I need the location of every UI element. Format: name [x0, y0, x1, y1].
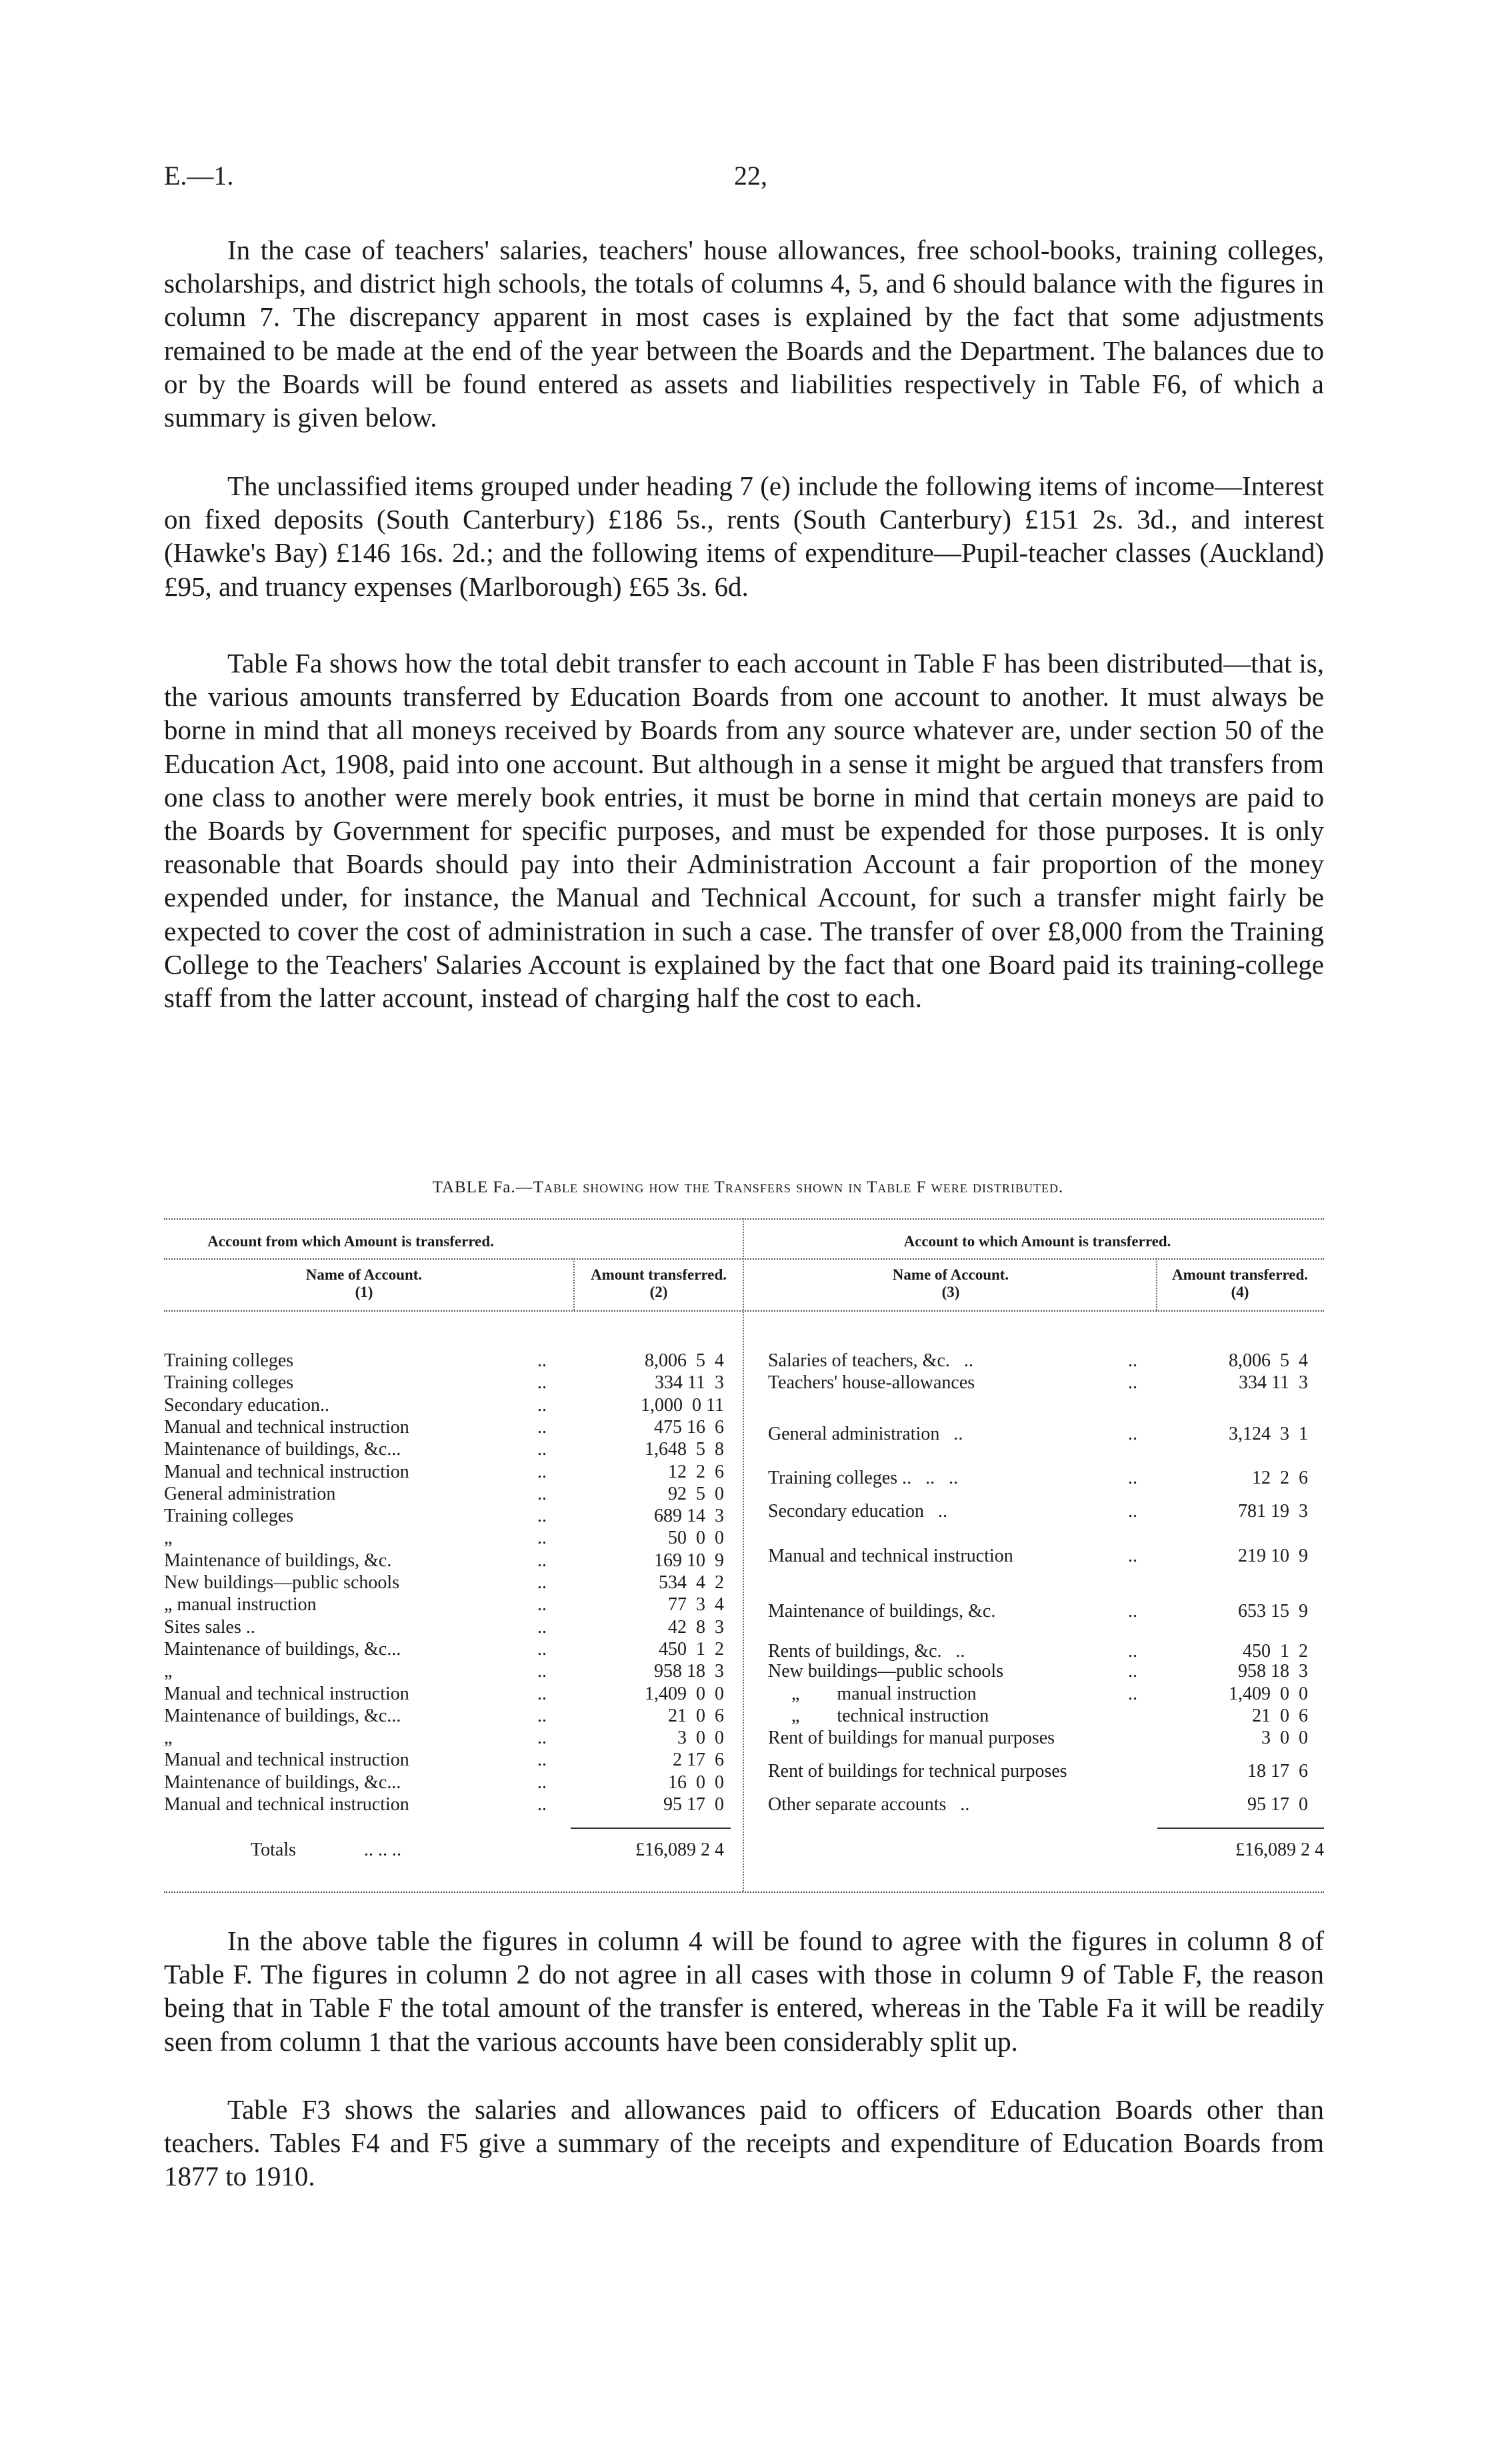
from-account-name: Maintenance of buildings, &c...	[164, 1705, 401, 1726]
to-account-name: Manual and technical instruction	[768, 1546, 1013, 1567]
from-amount: 1,000 0 11	[641, 1394, 724, 1416]
from-account-name: Manual and technical instruction	[164, 1461, 409, 1482]
total-from: £16,089 2 4	[635, 1840, 724, 1860]
from-amount: 8,006 5 4	[645, 1350, 724, 1371]
paragraph-unclassified-items	[164, 469, 1324, 603]
paragraph-table-fa-explanation	[164, 646, 1324, 1014]
to-amount: 781 19 3	[1238, 1501, 1308, 1522]
leader-dots: ..	[537, 1638, 547, 1660]
from-amount: 958 18 3	[654, 1661, 724, 1682]
to-amount: 21 0 6	[1252, 1705, 1308, 1726]
from-account-name: Training colleges	[164, 1350, 294, 1371]
from-amount: 534 4 2	[659, 1572, 724, 1593]
to-amount: 12 2 6	[1252, 1468, 1308, 1489]
leader-dots: ..	[537, 1506, 547, 1527]
to-amount: 219 10 9	[1238, 1546, 1308, 1567]
from-amount: 334 11 3	[655, 1372, 724, 1394]
page-header	[164, 160, 1331, 200]
totals-dots: .. .. ..	[364, 1840, 401, 1860]
from-amount: 16 0 0	[668, 1772, 724, 1793]
leader-dots: ..	[537, 1683, 547, 1704]
from-amount: 450 1 2	[659, 1638, 724, 1660]
to-account-name: Secondary education ..	[768, 1501, 948, 1522]
from-amount: 2 17 6	[673, 1750, 724, 1771]
from-account-name: Sites sales ..	[164, 1616, 255, 1638]
to-amount: 8,006 5 4	[1229, 1350, 1308, 1371]
transfers-table	[164, 1218, 1324, 1898]
from-account-name: „ manual instruction	[164, 1594, 317, 1616]
from-amount: 77 3 4	[668, 1594, 724, 1616]
to-amount: 653 15 9	[1238, 1601, 1308, 1622]
to-amount: 958 18 3	[1238, 1661, 1308, 1682]
from-amount: 689 14 3	[654, 1506, 724, 1527]
from-amount: 169 10 9	[654, 1550, 724, 1571]
leader-dots: ..	[537, 1772, 547, 1793]
report-code: E.—1.	[164, 161, 234, 191]
from-amount: 475 16 6	[654, 1416, 724, 1438]
from-amount: 12 2 6	[668, 1461, 724, 1482]
from-amount: 21 0 6	[668, 1705, 724, 1726]
to-account-name: „ technical instruction	[768, 1705, 989, 1726]
leader-dots: ..	[1128, 1468, 1137, 1489]
table-title-prefix: TABLE Fa.—	[432, 1178, 533, 1196]
to-account-name: „ manual instruction	[768, 1683, 977, 1704]
to-account-name: General administration ..	[768, 1423, 963, 1444]
from-account-name: Manual and technical instruction	[164, 1416, 409, 1438]
to-amount: 95 17 0	[1247, 1794, 1308, 1815]
to-account-name: Other separate accounts ..	[768, 1794, 970, 1815]
leader-dots: ..	[1128, 1350, 1137, 1371]
leader-dots: ..	[537, 1794, 547, 1815]
to-account-name: Rents of buildings, &c. ..	[768, 1641, 965, 1662]
col2-label: Amount transferred.	[591, 1266, 727, 1283]
from-account-name: General administration	[164, 1483, 336, 1504]
paragraph-text: In the case of teachers' salaries, teachers' house allowances, free school-books, training colleges, scholarships, and district high schools, the totals of columns 4, 5, and 6 should balance with the figures in column 7. The discrepancy apparent in most cases is explained by the fact that some adjustments remained to be made at the end of the year between the Boards and the Department. The balances due to or by the Boards will be found entered as assets and liabilities respectively in Table F6, of which a summary is given below.	[164, 235, 1324, 433]
to-amount: 450 1 2	[1243, 1641, 1308, 1662]
to-amount: 3,124 3 1	[1229, 1423, 1308, 1444]
leader-dots: ..	[537, 1461, 547, 1482]
from-amount: 42 8 3	[668, 1616, 724, 1638]
group-header-to: Account to which Amount is transferred.	[903, 1233, 1171, 1250]
from-account-name: „	[164, 1661, 173, 1682]
from-account-name: „	[164, 1528, 173, 1549]
leader-dots: ..	[1128, 1423, 1137, 1444]
leader-dots: ..	[537, 1394, 547, 1416]
table-title-rest: Table showing how the Transfers shown in Table F were distributed.	[533, 1178, 1064, 1196]
to-account-name: Teachers' house-allowances	[768, 1372, 975, 1394]
paragraph-text: Table F3 shows the salaries and allowances paid to officers of Education Boards other than teachers. Tables F4 and F5 give a summary of the receipts and expenditure of Education Boards from 1877 to 1910.	[164, 2094, 1324, 2192]
from-amount: 50 0 0	[668, 1528, 724, 1549]
from-account-name: Training colleges	[164, 1506, 294, 1527]
to-amount: 1,409 0 0	[1229, 1683, 1308, 1704]
leader-dots: ..	[1128, 1683, 1137, 1704]
page-number: 22,	[734, 161, 767, 191]
leader-dots: ..	[1128, 1641, 1137, 1662]
col2-number: (2)	[649, 1284, 668, 1300]
to-account-name: Rent of buildings for technical purposes	[768, 1761, 1067, 1782]
from-account-name: Maintenance of buildings, &c...	[164, 1772, 401, 1793]
col3-number: (3)	[941, 1284, 960, 1300]
paragraph-teachers-salaries	[164, 233, 1324, 434]
leader-dots: ..	[537, 1350, 547, 1371]
col4-number: (4)	[1231, 1284, 1249, 1300]
from-account-name: Maintenance of buildings, &c...	[164, 1439, 401, 1460]
to-rows	[164, 1218, 1324, 1891]
leader-dots: ..	[537, 1483, 547, 1504]
from-account-name: Manual and technical instruction	[164, 1750, 409, 1771]
to-amount: 18 17 6	[1247, 1761, 1308, 1782]
col3-label: Name of Account.	[892, 1266, 1009, 1283]
leader-dots: ..	[537, 1550, 547, 1571]
total-to: £16,089 2 4	[1235, 1840, 1324, 1860]
from-account-name: Secondary education..	[164, 1394, 330, 1416]
table-bottom-rule	[164, 1891, 1324, 1893]
from-amount: 95 17 0	[663, 1794, 724, 1815]
col1-number: (1)	[355, 1284, 373, 1300]
col4-label: Amount transferred.	[1172, 1266, 1308, 1283]
to-account-name: Training colleges .. .. ..	[768, 1468, 959, 1489]
leader-dots: ..	[1128, 1601, 1137, 1622]
leader-dots: ..	[537, 1416, 547, 1438]
leader-dots: ..	[537, 1594, 547, 1616]
leader-dots: ..	[537, 1661, 547, 1682]
from-account-name: „	[164, 1728, 173, 1749]
leader-dots: ..	[537, 1439, 547, 1460]
from-account-name: New buildings—public schools	[164, 1572, 400, 1593]
leader-dots: ..	[537, 1528, 547, 1549]
from-amount: 3 0 0	[677, 1728, 724, 1749]
to-amount: 334 11 3	[1239, 1372, 1308, 1394]
leader-dots: ..	[1128, 1501, 1137, 1522]
leader-dots: ..	[1128, 1661, 1137, 1682]
from-account-name: Maintenance of buildings, &c...	[164, 1638, 401, 1660]
to-amount: 3 0 0	[1261, 1728, 1308, 1749]
leader-dots: ..	[537, 1372, 547, 1394]
from-amount: 1,648 5 8	[645, 1439, 724, 1460]
to-account-name: New buildings—public schools	[768, 1661, 1004, 1682]
paragraph-text: The unclassified items grouped under heading 7 (e) include the following items of income—Interest on fixed deposits (South Canterbury) £186 5s., rents (South Canterbury) £151 2s. 3d., and interest (Hawke's Bay) £146 16s. 2d.; and the following items of expenditure—Pupil-teacher classes (Auckland) £95, and truancy expenses (Marlborough) £65 3s. 6d.	[164, 471, 1324, 602]
leader-dots: ..	[1128, 1372, 1137, 1394]
totals-label: Totals	[251, 1840, 297, 1860]
to-account-name: Rent of buildings for manual purposes	[768, 1728, 1055, 1749]
from-amount: 1,409 0 0	[645, 1683, 724, 1704]
to-account-name: Salaries of teachers, &c. ..	[768, 1350, 973, 1371]
col1-label: Name of Account.	[305, 1266, 423, 1283]
paragraph-text: In the above table the figures in column 4 will be found to agree with the figures in column 8 of Table F. The figures in column 2 do not agree in all cases with those in column 9 of Table F, the reason being that in Table F the total amount of the transfer is entered, whereas in the Table Fa it will be readily seen from column 1 that the various accounts have been considerably split up.	[164, 1925, 1324, 2057]
leader-dots: ..	[1128, 1546, 1137, 1567]
to-account-name: Maintenance of buildings, &c.	[768, 1601, 996, 1622]
paragraph-text: Table Fa shows how the total debit transfer to each account in Table F has been distributed—that is, the various amounts transferred by Education Boards from one account to another. It must always be borne in mind that all moneys received by Boards from any source whatever are, under section 50 of the Education Act, 1908, paid into one account. But although in a sense it might be argued that transfers from one class to another were merely book entries, it must be borne in mind that certain moneys are paid to the Boards by Government for specific purposes, and must be expended for those purposes. It is only reasonable that Boards should pay into their Administration Account a fair proportion of the money expended under, for instance, the Manual and Technical Account, for such a transfer might fairly be expected to cover the cost of administration in such a case. The transfer of over £8,000 from the Training College to the Teachers' Salaries Account is explained by the fact that one Board paid its training-college staff from the latter account, instead of charging half the cost to each.	[164, 648, 1324, 1014]
group-header-from: Account from which Amount is transferred.	[207, 1233, 494, 1250]
from-account-name: Training colleges	[164, 1372, 294, 1394]
leader-dots: ..	[537, 1705, 547, 1726]
from-amount: 92 5 0	[668, 1483, 724, 1504]
leader-dots: ..	[537, 1616, 547, 1638]
paragraph-table-agreement	[164, 1924, 1324, 2058]
leader-dots: ..	[537, 1572, 547, 1593]
table-title	[0, 1178, 1496, 1197]
from-account-name: Maintenance of buildings, &c.	[164, 1550, 392, 1571]
leader-dots: ..	[537, 1728, 547, 1749]
paragraph-table-f3	[164, 2093, 1324, 2193]
leader-dots: ..	[537, 1750, 547, 1771]
from-account-name: Manual and technical instruction	[164, 1683, 409, 1704]
from-account-name: Manual and technical instruction	[164, 1794, 409, 1815]
